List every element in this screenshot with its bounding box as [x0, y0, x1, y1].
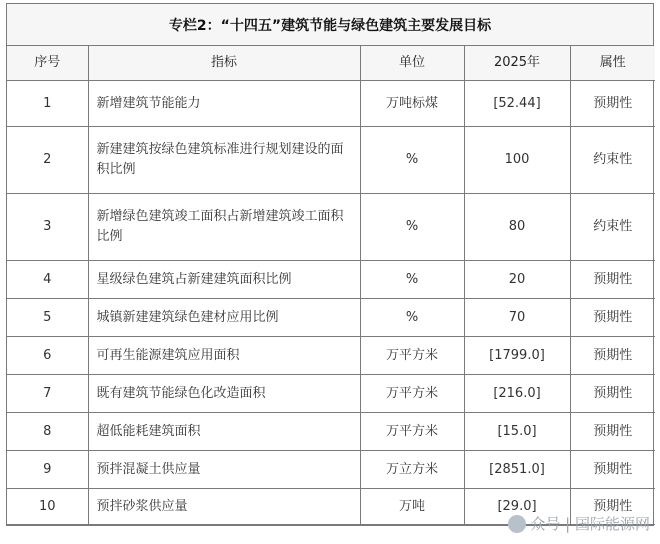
row-unit: 万吨 — [360, 489, 464, 525]
wechat-icon — [508, 515, 526, 533]
table-row — [7, 261, 655, 299]
row-value: [15.0] — [464, 413, 570, 451]
table-row — [7, 194, 655, 261]
row-indicator: 可再生能源建筑应用面积 — [88, 337, 360, 375]
table-row — [7, 337, 655, 375]
header-no: 序号 — [7, 46, 88, 81]
row-indicator: 超低能耗建筑面积 — [88, 413, 360, 451]
row-attribute: 预期性 — [570, 299, 655, 337]
row-value: [216.0] — [464, 375, 570, 413]
header-attribute: 属性 — [570, 46, 655, 81]
row-no: 4 — [7, 261, 88, 299]
row-no: 7 — [7, 375, 88, 413]
row-attribute: 预期性 — [570, 375, 655, 413]
row-indicator: 既有建筑节能绿色化改造面积 — [88, 375, 360, 413]
row-attribute: 预期性 — [570, 413, 655, 451]
table-row — [7, 413, 655, 451]
row-value: 80 — [464, 194, 570, 261]
watermark — [508, 513, 650, 534]
row-unit: % — [360, 261, 464, 299]
row-no: 1 — [7, 81, 88, 127]
row-unit: % — [360, 299, 464, 337]
row-attribute: 预期性 — [570, 451, 655, 489]
row-indicator: 新增建筑节能能力 — [88, 81, 360, 127]
row-attribute: 预期性 — [570, 81, 655, 127]
row-unit: 万立方米 — [360, 451, 464, 489]
row-attribute: 预期性 — [570, 489, 655, 525]
table-row — [7, 299, 655, 337]
goals-table — [7, 46, 655, 525]
header-row — [7, 46, 655, 81]
row-no: 3 — [7, 194, 88, 261]
row-indicator: 城镇新建建筑绿色建材应用比例 — [88, 299, 360, 337]
header-2025: 2025年 — [464, 46, 570, 81]
row-indicator: 新增绿色建筑竣工面积占新增建筑竣工面积比例 — [88, 194, 360, 261]
row-attribute: 预期性 — [570, 337, 655, 375]
row-indicator: 星级绿色建筑占新建建筑面积比例 — [88, 261, 360, 299]
row-indicator: 预拌砂浆供应量 — [88, 489, 360, 525]
row-attribute: 约束性 — [570, 127, 655, 194]
row-value: [52.44] — [464, 81, 570, 127]
watermark-text: 众号 | 国际能源网 — [530, 515, 650, 533]
row-unit: 万平方米 — [360, 375, 464, 413]
row-value: [29.0] — [464, 489, 570, 525]
header-indicator: 指标 — [88, 46, 360, 81]
row-no: 6 — [7, 337, 88, 375]
row-unit: % — [360, 194, 464, 261]
row-value: 100 — [464, 127, 570, 194]
row-value: [1799.0] — [464, 337, 570, 375]
row-unit: % — [360, 127, 464, 194]
row-unit: 万吨标煤 — [360, 81, 464, 127]
goals-table-container — [6, 3, 654, 526]
table-row — [7, 451, 655, 489]
row-value: 20 — [464, 261, 570, 299]
table-caption: 专栏2：“十四五”建筑节能与绿色建筑主要发展目标 — [7, 4, 653, 46]
row-attribute: 预期性 — [570, 261, 655, 299]
table-row — [7, 81, 655, 127]
table-row — [7, 127, 655, 194]
row-no: 2 — [7, 127, 88, 194]
row-attribute: 约束性 — [570, 194, 655, 261]
row-indicator: 新建建筑按绿色建筑标准进行规划建设的面积比例 — [88, 127, 360, 194]
row-no: 5 — [7, 299, 88, 337]
row-unit: 万平方米 — [360, 337, 464, 375]
row-no: 10 — [7, 489, 88, 525]
header-unit: 单位 — [360, 46, 464, 81]
row-unit: 万平方米 — [360, 413, 464, 451]
table-row — [7, 375, 655, 413]
row-value: [2851.0] — [464, 451, 570, 489]
row-no: 8 — [7, 413, 88, 451]
row-indicator: 预拌混凝土供应量 — [88, 451, 360, 489]
row-no: 9 — [7, 451, 88, 489]
row-value: 70 — [464, 299, 570, 337]
